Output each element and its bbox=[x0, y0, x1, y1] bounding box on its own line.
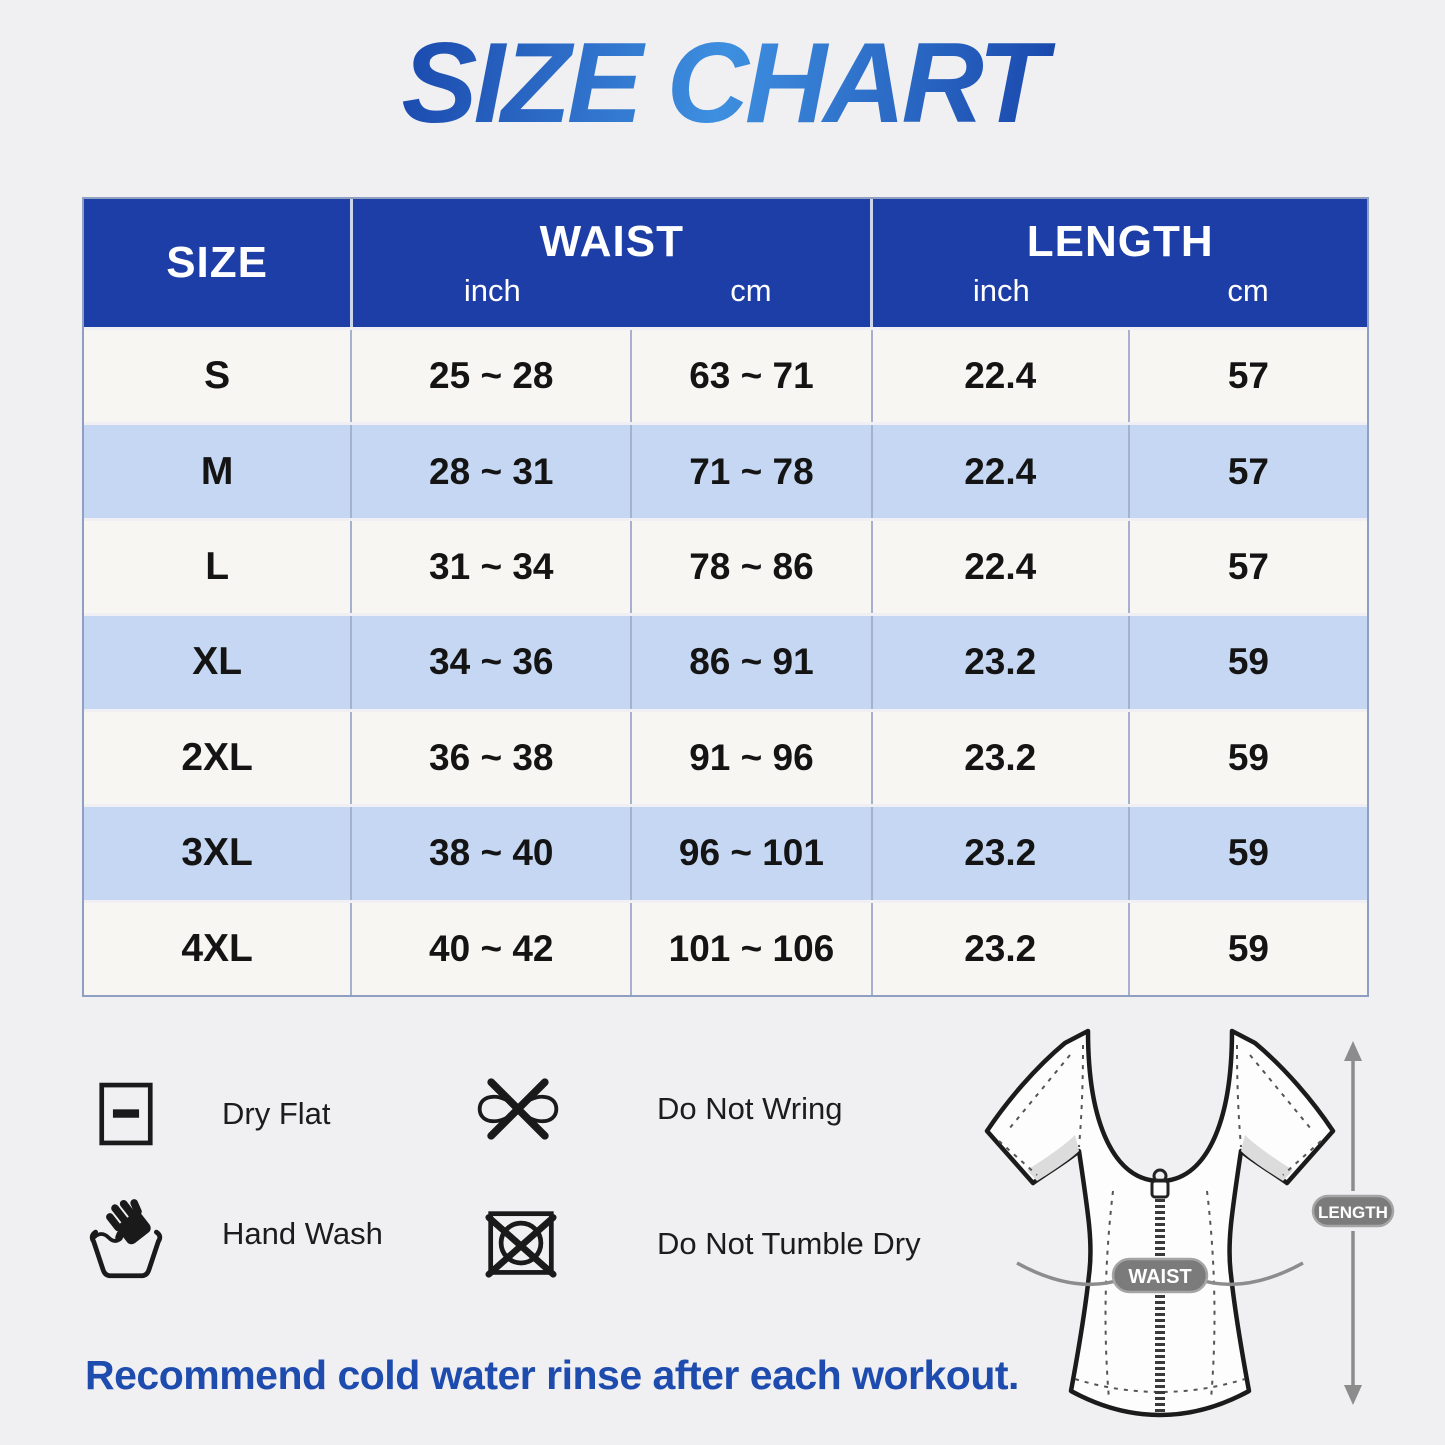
length-cm-cell: 59 bbox=[1128, 712, 1367, 804]
header-waist bbox=[350, 199, 870, 327]
table-row-xl bbox=[84, 613, 1367, 708]
waist-cm-cell: 78 ~ 86 bbox=[630, 521, 870, 613]
size-table bbox=[82, 197, 1369, 997]
care-label: Hand Wash bbox=[222, 1216, 383, 1251]
length-cm-cell: 57 bbox=[1128, 521, 1367, 613]
length-inch-cell: 23.2 bbox=[871, 903, 1128, 995]
garment-measure-diagram bbox=[975, 1013, 1445, 1445]
length-badge: LENGTH bbox=[1318, 1203, 1388, 1222]
care-item-do-not-tumble-dry bbox=[482, 1208, 921, 1280]
table-row-s bbox=[84, 327, 1367, 422]
table-row-m bbox=[84, 422, 1367, 517]
length-inch-cell: 22.4 bbox=[871, 425, 1128, 517]
waist-inch-cell: 36 ~ 38 bbox=[350, 712, 630, 804]
length-cm-cell: 59 bbox=[1128, 903, 1367, 995]
size-cell: 3XL bbox=[181, 831, 253, 875]
garment-illustration-icon bbox=[975, 1013, 1445, 1445]
waist-inch-cell: 40 ~ 42 bbox=[350, 903, 630, 995]
table-header-row bbox=[84, 199, 1367, 327]
table-row-4xl bbox=[84, 900, 1367, 995]
length-inch-cell: 23.2 bbox=[871, 616, 1128, 708]
care-item-dry-flat bbox=[98, 1081, 331, 1147]
care-label: Dry Flat bbox=[222, 1096, 331, 1131]
page-title: SIZE CHART bbox=[0, 18, 1445, 149]
table-row-2xl bbox=[84, 709, 1367, 804]
waist-inch-cell: 28 ~ 31 bbox=[350, 425, 630, 517]
waist-inch-cell: 34 ~ 36 bbox=[350, 616, 630, 708]
waist-cm-cell: 101 ~ 106 bbox=[630, 903, 870, 995]
size-cell: 4XL bbox=[181, 926, 253, 970]
table-row-3xl bbox=[84, 804, 1367, 899]
header-length-units bbox=[873, 273, 1367, 309]
size-cell: XL bbox=[192, 640, 243, 684]
waist-cm-cell: 86 ~ 91 bbox=[630, 616, 870, 708]
waist-inch-cell: 38 ~ 40 bbox=[350, 807, 630, 899]
length-inch-cell: 22.4 bbox=[871, 521, 1128, 613]
waist-cm-cell: 71 ~ 78 bbox=[630, 425, 870, 517]
waist-inch-cell: 31 ~ 34 bbox=[350, 521, 630, 613]
footer-note: Recommend cold water rinse after each workout. bbox=[85, 1352, 1019, 1398]
header-waist-cm: cm bbox=[730, 273, 772, 308]
header-waist-label: WAIST bbox=[539, 217, 684, 266]
header-waist-units bbox=[353, 273, 870, 309]
header-size bbox=[84, 199, 350, 327]
hand-wash-icon bbox=[88, 1188, 222, 1280]
header-length-cm: cm bbox=[1227, 273, 1269, 308]
header-length-label: LENGTH bbox=[1026, 217, 1214, 266]
waist-cm-cell: 91 ~ 96 bbox=[630, 712, 870, 804]
waist-badge: WAIST bbox=[1128, 1266, 1192, 1288]
length-inch-cell: 23.2 bbox=[871, 712, 1128, 804]
dry-flat-icon bbox=[98, 1081, 222, 1147]
waist-inch-cell: 25 ~ 28 bbox=[350, 330, 630, 422]
do-not-tumble-dry-icon bbox=[482, 1208, 657, 1280]
header-length bbox=[870, 199, 1367, 327]
care-label: Do Not Tumble Dry bbox=[657, 1226, 921, 1261]
size-cell: 2XL bbox=[181, 735, 253, 779]
care-item-do-not-wring bbox=[472, 1072, 843, 1146]
length-inch-cell: 22.4 bbox=[871, 330, 1128, 422]
header-length-inch: inch bbox=[972, 273, 1030, 308]
header-size-label: SIZE bbox=[166, 238, 268, 287]
header-waist-inch: inch bbox=[463, 273, 521, 308]
care-label: Do Not Wring bbox=[657, 1091, 843, 1126]
length-inch-cell: 23.2 bbox=[871, 807, 1128, 899]
length-cm-cell: 59 bbox=[1128, 616, 1367, 708]
do-not-wring-icon bbox=[472, 1072, 657, 1146]
waist-cm-cell: 96 ~ 101 bbox=[630, 807, 870, 899]
care-item-hand-wash bbox=[88, 1188, 383, 1280]
length-cm-cell: 59 bbox=[1128, 807, 1367, 899]
table-row-l bbox=[84, 518, 1367, 613]
length-cm-cell: 57 bbox=[1128, 425, 1367, 517]
size-cell: M bbox=[200, 449, 234, 493]
waist-cm-cell: 63 ~ 71 bbox=[630, 330, 870, 422]
size-cell: S bbox=[204, 354, 231, 398]
size-cell: L bbox=[205, 545, 230, 589]
length-cm-cell: 57 bbox=[1128, 330, 1367, 422]
